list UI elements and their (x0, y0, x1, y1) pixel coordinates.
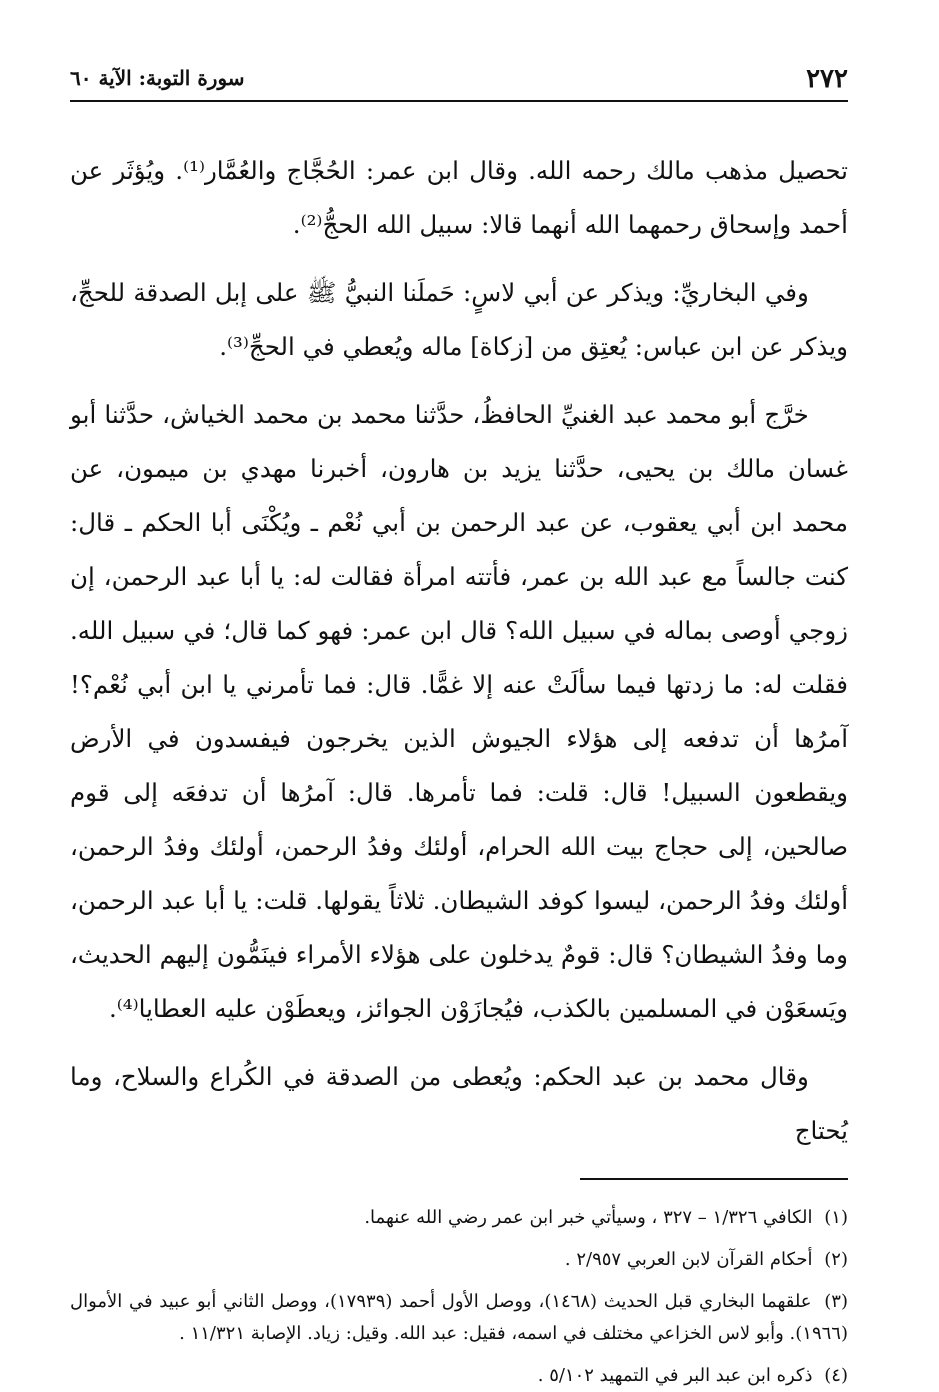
footnotes (70, 1202, 848, 1392)
footnote-number: (٣) (824, 1291, 848, 1312)
paragraph: خرَّج أبو محمد عبد الغنيِّ الحافظُ، حدَّثنا محمد بن محمد الخياش، حدَّثنا أبو غسان مالك بن يحيى، حدَّثنا يزيد بن هارون، أخبرنا مهدي بن ميمون، عن محمد ابن أبي يعقوب، عن عبد الرحمن بن أبي نُعْم ـ ويُكْنَى أبا الحكم ـ قال: كنت جالساً مع عبد الله بن عمر، فأتته امرأة فقالت له: يا أبا عبد الرحمن، إن زوجي أوصى بماله في سبيل الله؟ قال ابن عمر: فهو كما قال؛ في سبيل الله. فقلت له: ما زدتها فيما سألَتْ عنه إلا غمًّا. قال: فما تأمرني يا ابن أبي نُعْم؟! آمرُها أن تدفعه إلى هؤلاء الجيوش الذين يخرجون فيفسدون في الأرض ويقطعون السبيل! قال: قلت: فما تأمرها. قال: آمرُها أن تدفعَه إلى قوم صالحين، إلى حجاج بيت الله الحرام، أولئك وفدُ الرحمن، أولئك وفدُ الرحمن، أولئك وفدُ الرحمن، ليسوا كوفد الشيطان. ثلاثاً يقولها. قلت: يا أبا عبد الرحمن، وما وفدُ الشيطان؟ قال: قومٌ يدخلون على هؤلاء الأمراء فينَمُّون إليهم الحديث، ويَسعَوْن في المسلمين بالكذب، فيُجازَوْن الجوائز، ويعطَوْن عليه العطايا⁽⁴⁾. (70, 400, 848, 1023)
footnote-text: أحكام القرآن لابن العربي ٢/٩٥٧ . (564, 1249, 813, 1270)
main-text (70, 144, 848, 1158)
footnote (70, 1202, 848, 1234)
surah-title: سورة التوبة: الآية ٦٠ (70, 66, 245, 90)
book-page (70, 60, 848, 1386)
footnote-text: علقهما البخاري قبل الحديث (١٤٦٨)، ووصل الأول أحمد (١٧٩٣٩)، ووصل الثاني أبو عبيد في الأموال (١٩٦٦). وأبو لاس الخزاعي مختلف في اسمه، فقيل: عبد الله. وقيل: زياد. الإصابة ١١/٣٢١ . (70, 1291, 848, 1344)
page-number: ٢٧٢ (806, 64, 848, 94)
footnote (70, 1286, 848, 1350)
footnote (70, 1244, 848, 1276)
paragraph: وقال محمد بن عبد الحكم: ويُعطى من الصدقة في الكُراع والسلاح، وما يُحتاج (70, 1062, 848, 1145)
footnote-text: ذكره ابن عبد البر في التمهيد ٥/١٠٢ . (537, 1365, 813, 1386)
footnote-number: (١) (824, 1207, 848, 1228)
paragraph: وفي البخاريِّ: ويذكر عن أبي لاسٍ: حَملَنا النبيُّ ﷺ على إبل الصدقة للحجِّ، ويذكر عن ابن عباس: يُعتِق من [زكاة] ماله ويُعطي في الحجِّ⁽³⁾. (70, 278, 848, 361)
running-header (70, 60, 848, 102)
paragraph: تحصيل مذهب مالك رحمه الله. وقال ابن عمر: الحُجَّاج والعُمَّار⁽¹⁾. ويُؤثَر عن أحمد وإسحاق رحمهما الله أنهما قالا: سبيل الله الحجُّ⁽²⁾. (70, 156, 848, 239)
footnote-separator (580, 1178, 848, 1180)
footnote-number: (٤) (824, 1365, 848, 1386)
footnote (70, 1360, 848, 1392)
footnote-number: (٢) (824, 1249, 848, 1270)
footnote-text: الكافي ١/٣٢٦ – ٣٢٧ ، وسيأتي خبر ابن عمر رضي الله عنهما. (364, 1207, 813, 1228)
